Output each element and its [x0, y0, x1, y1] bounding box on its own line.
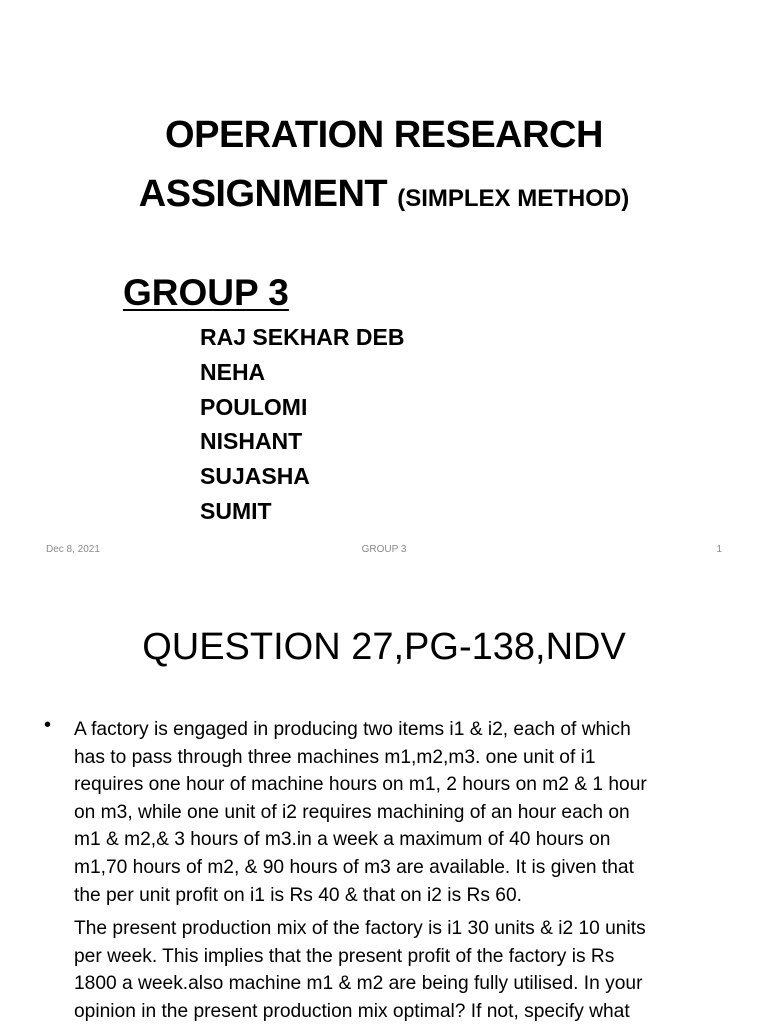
paragraph-line: requires one hour of machine hours on m1, 2 hours on m2 & 1 hour	[74, 774, 647, 796]
member-name: SUJASHA	[200, 463, 310, 490]
question-paragraph-1	[74, 716, 724, 909]
question-title: QUESTION 27,PG-138,NDV	[142, 626, 626, 668]
paragraph-line: 1800 a week.also machine m1 & m2 are being fully utilised. In your	[74, 973, 643, 995]
paragraph-line: per week. This implies that the present profit of the factory is Rs	[74, 945, 615, 967]
paragraph-line: opinion in the present production mix optimal? If not, specify what	[74, 1000, 630, 1022]
paragraph-line: on m3, while one unit of i2 requires machining of an hour each on	[74, 801, 630, 823]
member-name: NEHA	[200, 358, 266, 385]
question-paragraph-2	[74, 915, 724, 1024]
paragraph-line: the per unit profit on i1 is Rs 40 & that on i2 is Rs 60.	[74, 884, 522, 906]
member-list	[200, 320, 404, 529]
member-name: SUMIT	[200, 497, 272, 524]
title-main: ASSIGNMENT	[138, 173, 388, 215]
paragraph-line: m1,70 hours of m2, & 90 hours of m3 are available. It is given that	[74, 856, 634, 878]
paragraph-line: A factory is engaged in producing two items i1 & i2, each of which	[74, 719, 631, 740]
paragraph-line: has to pass through three machines m1,m2,m3. one unit of i1	[74, 746, 596, 768]
title-subtitle: (SIMPLEX METHOD)	[397, 185, 630, 212]
title-line-1: OPERATION RESEARCH	[165, 114, 603, 156]
paragraph-line: The present production mix of the factory is i1 30 units & i2 10 units	[74, 918, 646, 939]
footer-date: Dec 8, 2021	[46, 544, 100, 555]
paragraph-line: m1 & m2,& 3 hours of m3.in a week a maximum of 40 hours on	[74, 829, 611, 851]
member-name: RAJ SEKHAR DEB	[200, 324, 405, 350]
title-line-2	[0, 173, 768, 216]
group-heading: GROUP 3	[123, 272, 289, 313]
footer-page-number: 1	[716, 544, 722, 555]
member-name: NISHANT	[200, 428, 303, 455]
bullet-icon: •	[44, 714, 52, 736]
member-name: POULOMI	[200, 393, 308, 420]
footer-center-text: GROUP 3	[361, 544, 407, 555]
